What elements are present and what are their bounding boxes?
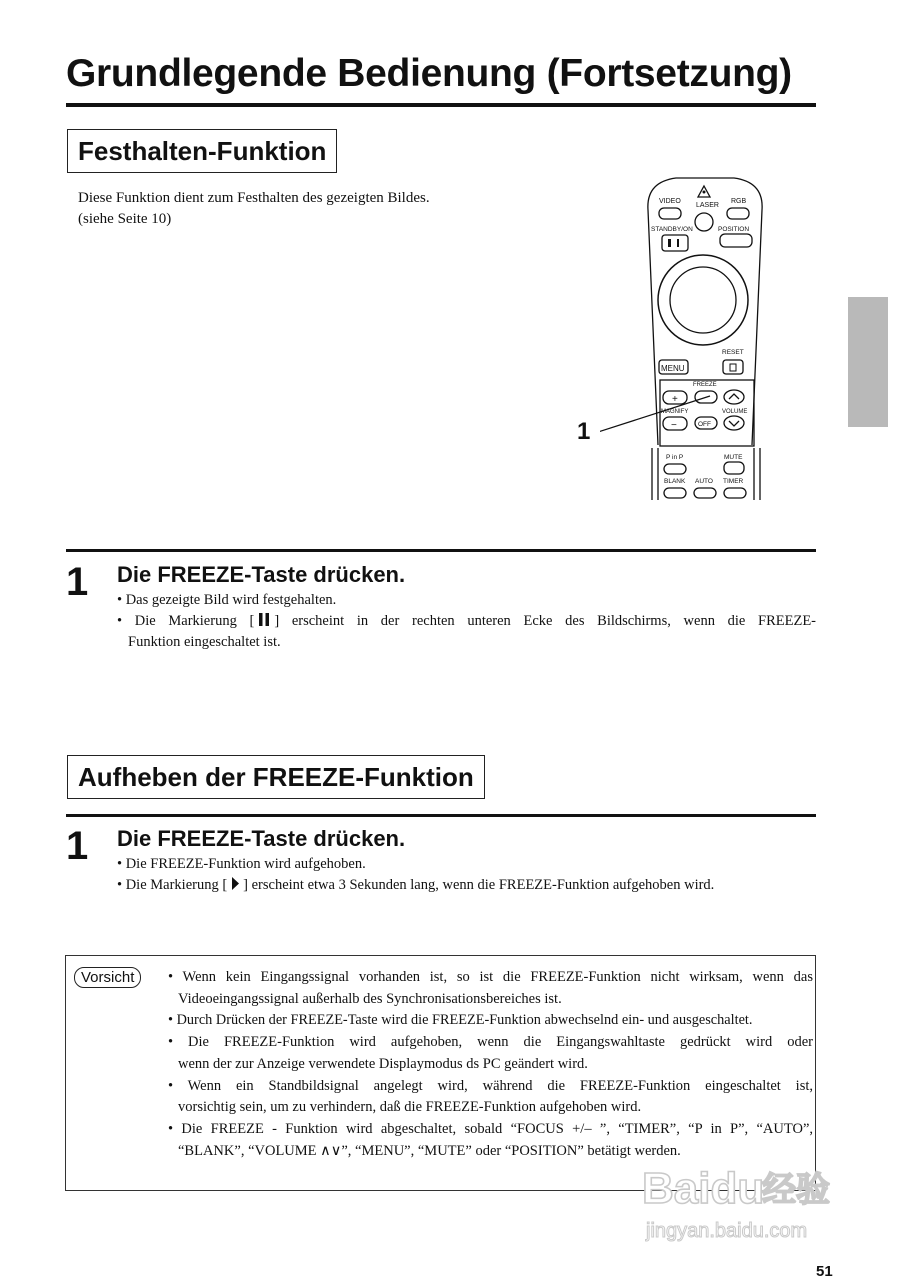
mute-label: MUTE [724,454,743,461]
mute-button [724,462,744,474]
caution-item-line: • Wenn ein Standbildsignal angelegt wird, während die FREEZE-Funktion eingeschaltet ist, [168,1077,813,1094]
step-bullets [117,854,816,896]
bullet-text: • Die Markierung [ [117,877,228,893]
minus-label: − [671,420,677,431]
bullet-continuation: Funktion eingeschaltet ist. [128,634,281,650]
watermark-url: jingyan.baidu.com [646,1220,808,1242]
caution-item-line: Videoeingangssignal außerhalb des Synchronisationsbereiches ist. [178,990,562,1007]
disc-pad-outer [658,255,748,345]
volume-up-icon [729,394,739,399]
step-rule-1 [66,549,816,552]
rgb-button [727,208,749,219]
watermark-brand: Baidu [642,1164,765,1213]
step-rule-2 [66,814,816,817]
bullet-item [117,875,816,896]
play-icon [229,876,241,889]
menu-label: MENU [661,364,685,373]
magnify-label: MAGNIFY [661,409,689,415]
plus-label: + [672,394,678,405]
disc-pad-inner [670,267,736,333]
title-rule [66,103,816,107]
intro-text [78,188,430,230]
standby-label: STANDBY/ON [651,226,693,233]
caution-item-line: • Durch Drücken der FREEZE-Taste wird die FREEZE-Funktion abwechselnd ein- und ausgeschaltet. [168,1012,753,1029]
video-label: VIDEO [659,198,681,205]
page-number: 51 [816,1263,833,1280]
bullet-item: • Das gezeigte Bild wird festgehalten. [117,592,337,608]
volume-down-icon [729,421,739,426]
caution-label: Vorsicht [74,967,141,988]
step-title: Die FREEZE-Taste drücken. [117,562,406,587]
callout-line [600,396,710,433]
volume-up-button [724,390,744,404]
section-heading-release: Aufheben der FREEZE-Funktion [67,755,485,799]
off-label: OFF [698,421,711,428]
timer-button [724,488,746,498]
auto-button [694,488,716,498]
position-label: POSITION [718,226,750,233]
blank-button [664,488,686,498]
blank-label: BLANK [664,478,686,485]
caution-item-line: wenn der zur Anzeige verwendete Displaymodus ds PC geändert wird. [178,1055,588,1072]
bullet-item: • Die FREEZE-Funktion wird aufgehoben. [117,856,366,872]
step-bullets [117,590,816,653]
watermark-suffix: 经验 [762,1171,830,1209]
freeze-label: FREEZE [693,382,717,388]
pinp-button [664,464,686,474]
section-heading-freeze: Festhalten-Funktion [67,129,337,173]
bullet-text: ] erscheint etwa 3 Sekunden lang, wenn die FREEZE-Funktion aufgehoben wird. [243,877,715,893]
bullet-text: ] erscheint in der rechten unteren Ecke des Bildschirms, wenn die FREEZE- [274,613,817,629]
caution-item-line: vorsichtig sein, um zu verhindern, daß die FREEZE-Funktion aufgehoben wird. [178,1099,642,1116]
page-title: Grundlegende Bedienung (Fortsetzung) [66,52,792,95]
timer-label: TIMER [723,478,744,485]
laser-label: LASER [696,202,719,209]
baidu-watermark [640,1145,870,1245]
pinp-label: P in P [666,454,684,461]
pause-icon [257,612,271,625]
volume-down-button [724,416,744,430]
caution-item-line: • Die FREEZE-Funktion wird aufgehoben, wenn die Eingangswahltaste gedrückt wird oder [168,1034,813,1051]
intro-line-2: (siehe Seite 10) [78,211,172,227]
volume-label: VOLUME [722,409,748,415]
rgb-label: RGB [731,198,747,205]
auto-label: AUTO [695,478,713,485]
step-title: Die FREEZE-Taste drücken. [117,826,406,851]
step-number: 1 [66,560,89,604]
standby-button [662,235,688,251]
remote-control-illustration [600,170,790,505]
caution-item-line: • Die FREEZE - Funktion wird abgeschaltet, sobald “FOCUS +/– ”, “TIMER”, “P in P”, “AUTO”, [168,1120,813,1137]
side-tab-marker [848,297,888,427]
remote-body-outline [648,178,762,445]
position-button [720,234,752,247]
caution-item-line: • Wenn kein Eingangssignal vorhanden ist, so ist die FREEZE-Funktion nicht wirksam, wenn das [168,969,813,985]
caution-list [168,967,813,1162]
callout-number: 1 [577,418,591,445]
bullet-text: • Die Markierung [ [117,613,255,629]
laser-button [695,213,713,231]
step-number: 1 [66,824,89,868]
intro-line-1: Diese Funktion dient zum Festhalten des gezeigten Bildes. [78,190,430,206]
bullet-item [117,611,816,632]
caution-item-line: “BLANK”, “VOLUME ∧∨”, “MENU”, “MUTE” oder “POSITION” betätigt werden. [178,1142,681,1159]
reset-button [723,360,743,374]
video-button [659,208,681,219]
reset-label: RESET [722,349,744,356]
